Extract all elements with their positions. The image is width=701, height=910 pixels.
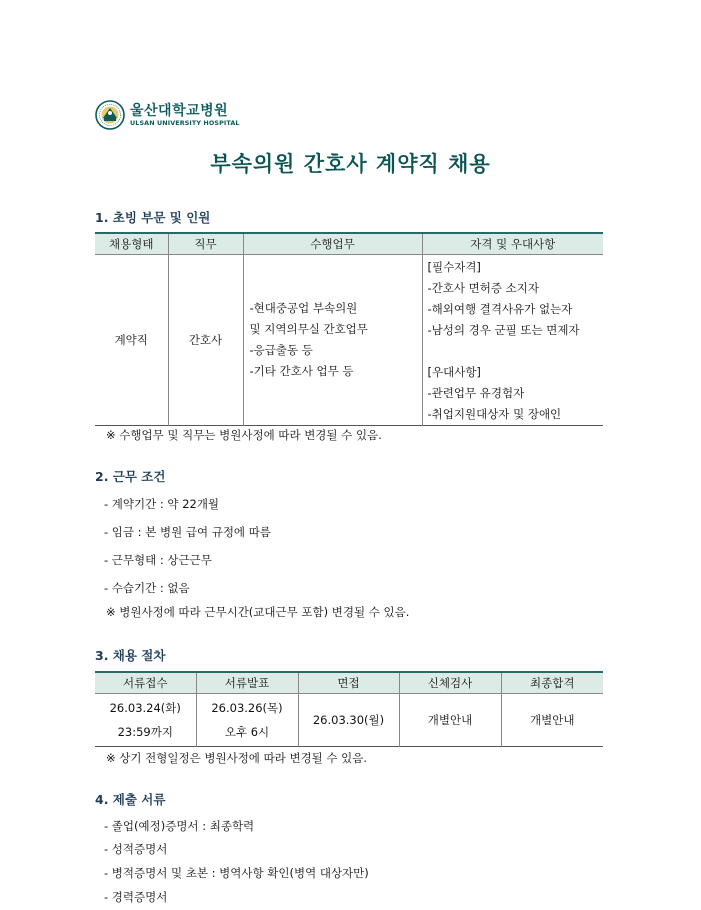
section3-note: ※ 상기 전형일정은 병원사정에 따라 변경될 수 있음.: [106, 751, 368, 765]
work-condition-item: - 임금 : 본 병원 급여 규정에 따름: [104, 525, 271, 539]
work-condition-item: - 계약기간 : 약 22개월: [104, 497, 220, 511]
section1-note: ※ 수행업무 및 직무는 병원사정에 따라 변경될 수 있음.: [106, 428, 382, 442]
final-pass-cell: 개별안내: [501, 694, 603, 747]
doc-receipt-cell: [95, 694, 196, 747]
duty-line: -기타 간호사 업무 등: [249, 364, 354, 378]
recruitment-table-header-row: [95, 233, 603, 255]
logo-name-english: ULSAN UNIVERSITY HOSPITAL: [130, 118, 240, 127]
employment-type-cell: 계약직: [114, 333, 148, 347]
logo-name-korean: 울산대학교병원: [130, 102, 229, 119]
header-final-pass: 최종합격: [501, 672, 603, 694]
interview-cell: 26.03.30(월): [298, 694, 399, 747]
doc-receipt-time: 23:59까지: [117, 725, 173, 739]
document-item: - 경력증명서: [104, 890, 168, 904]
qual-line: -해외여행 결격사유가 없는자: [427, 302, 573, 316]
header-job: 직무: [168, 233, 243, 255]
doc-announce-time: 오후 6시: [224, 725, 270, 739]
section2-heading: 2. 근무 조건: [95, 469, 166, 484]
document-item: - 병적증명서 및 초본 : 병역사항 확인(병역 대상자만): [104, 866, 369, 880]
recruitment-table-row: [95, 255, 603, 426]
section2-note: ※ 병원사정에 따라 근무시간(교대근무 포함) 변경될 수 있음.: [106, 605, 410, 619]
qual-line: -남성의 경우 군필 또는 면제자: [427, 323, 580, 337]
qual-spacer: [428, 341, 604, 362]
work-condition-item: - 근무형태 : 상근근무: [104, 553, 212, 567]
qual-line: [필수자격]: [427, 260, 481, 274]
doc-announce-date: 26.03.26(목): [211, 701, 283, 715]
physical-exam-cell: 개별안내: [399, 694, 501, 747]
qualifications-cell: [422, 255, 603, 426]
duty-line: -현대중공업 부속의원: [249, 301, 358, 315]
header-qualifications: 자격 및 우대사항: [422, 233, 603, 255]
process-table-row: [95, 694, 603, 747]
hospital-logo: [95, 100, 240, 130]
qual-line: -관련업무 유경험자: [427, 386, 525, 400]
duty-line: 및 지역의무실 간호업무: [249, 322, 368, 336]
document-item: - 졸업(예정)증명서 : 최종학력: [104, 819, 255, 833]
section4-heading: 4. 제출 서류: [95, 792, 166, 807]
header-interview: 면접: [298, 672, 399, 694]
document-item: - 성적증명서: [104, 842, 168, 856]
duties-cell: [243, 255, 422, 426]
qual-line: -취업지원대상자 및 장애인: [427, 407, 562, 421]
process-table-header-row: [95, 672, 603, 694]
recruitment-table: [95, 232, 603, 426]
section1-heading: 1. 초빙 부문 및 인원: [95, 210, 211, 225]
selection-process-table: [95, 671, 603, 747]
qual-line: [우대사항]: [427, 365, 481, 379]
page-title: 부속의원 간호사 계약직 채용: [210, 152, 491, 176]
doc-receipt-date: 26.03.24(화): [109, 701, 181, 715]
header-employment-type: 채용형태: [95, 233, 168, 255]
qual-line: -간호사 면허증 소지자: [427, 281, 539, 295]
header-physical-exam: 신체검사: [399, 672, 501, 694]
header-doc-announce: 서류발표: [196, 672, 298, 694]
duty-line: -응급출동 등: [249, 343, 313, 357]
job-cell: 간호사: [168, 255, 243, 426]
work-condition-item: - 수습기간 : 없음: [104, 581, 190, 595]
doc-announce-cell: [196, 694, 298, 747]
header-duties: 수행업무: [243, 233, 422, 255]
header-doc-receipt: 서류접수: [95, 672, 196, 694]
section3-heading: 3. 채용 절차: [95, 648, 166, 663]
hospital-emblem-icon: [95, 100, 125, 130]
